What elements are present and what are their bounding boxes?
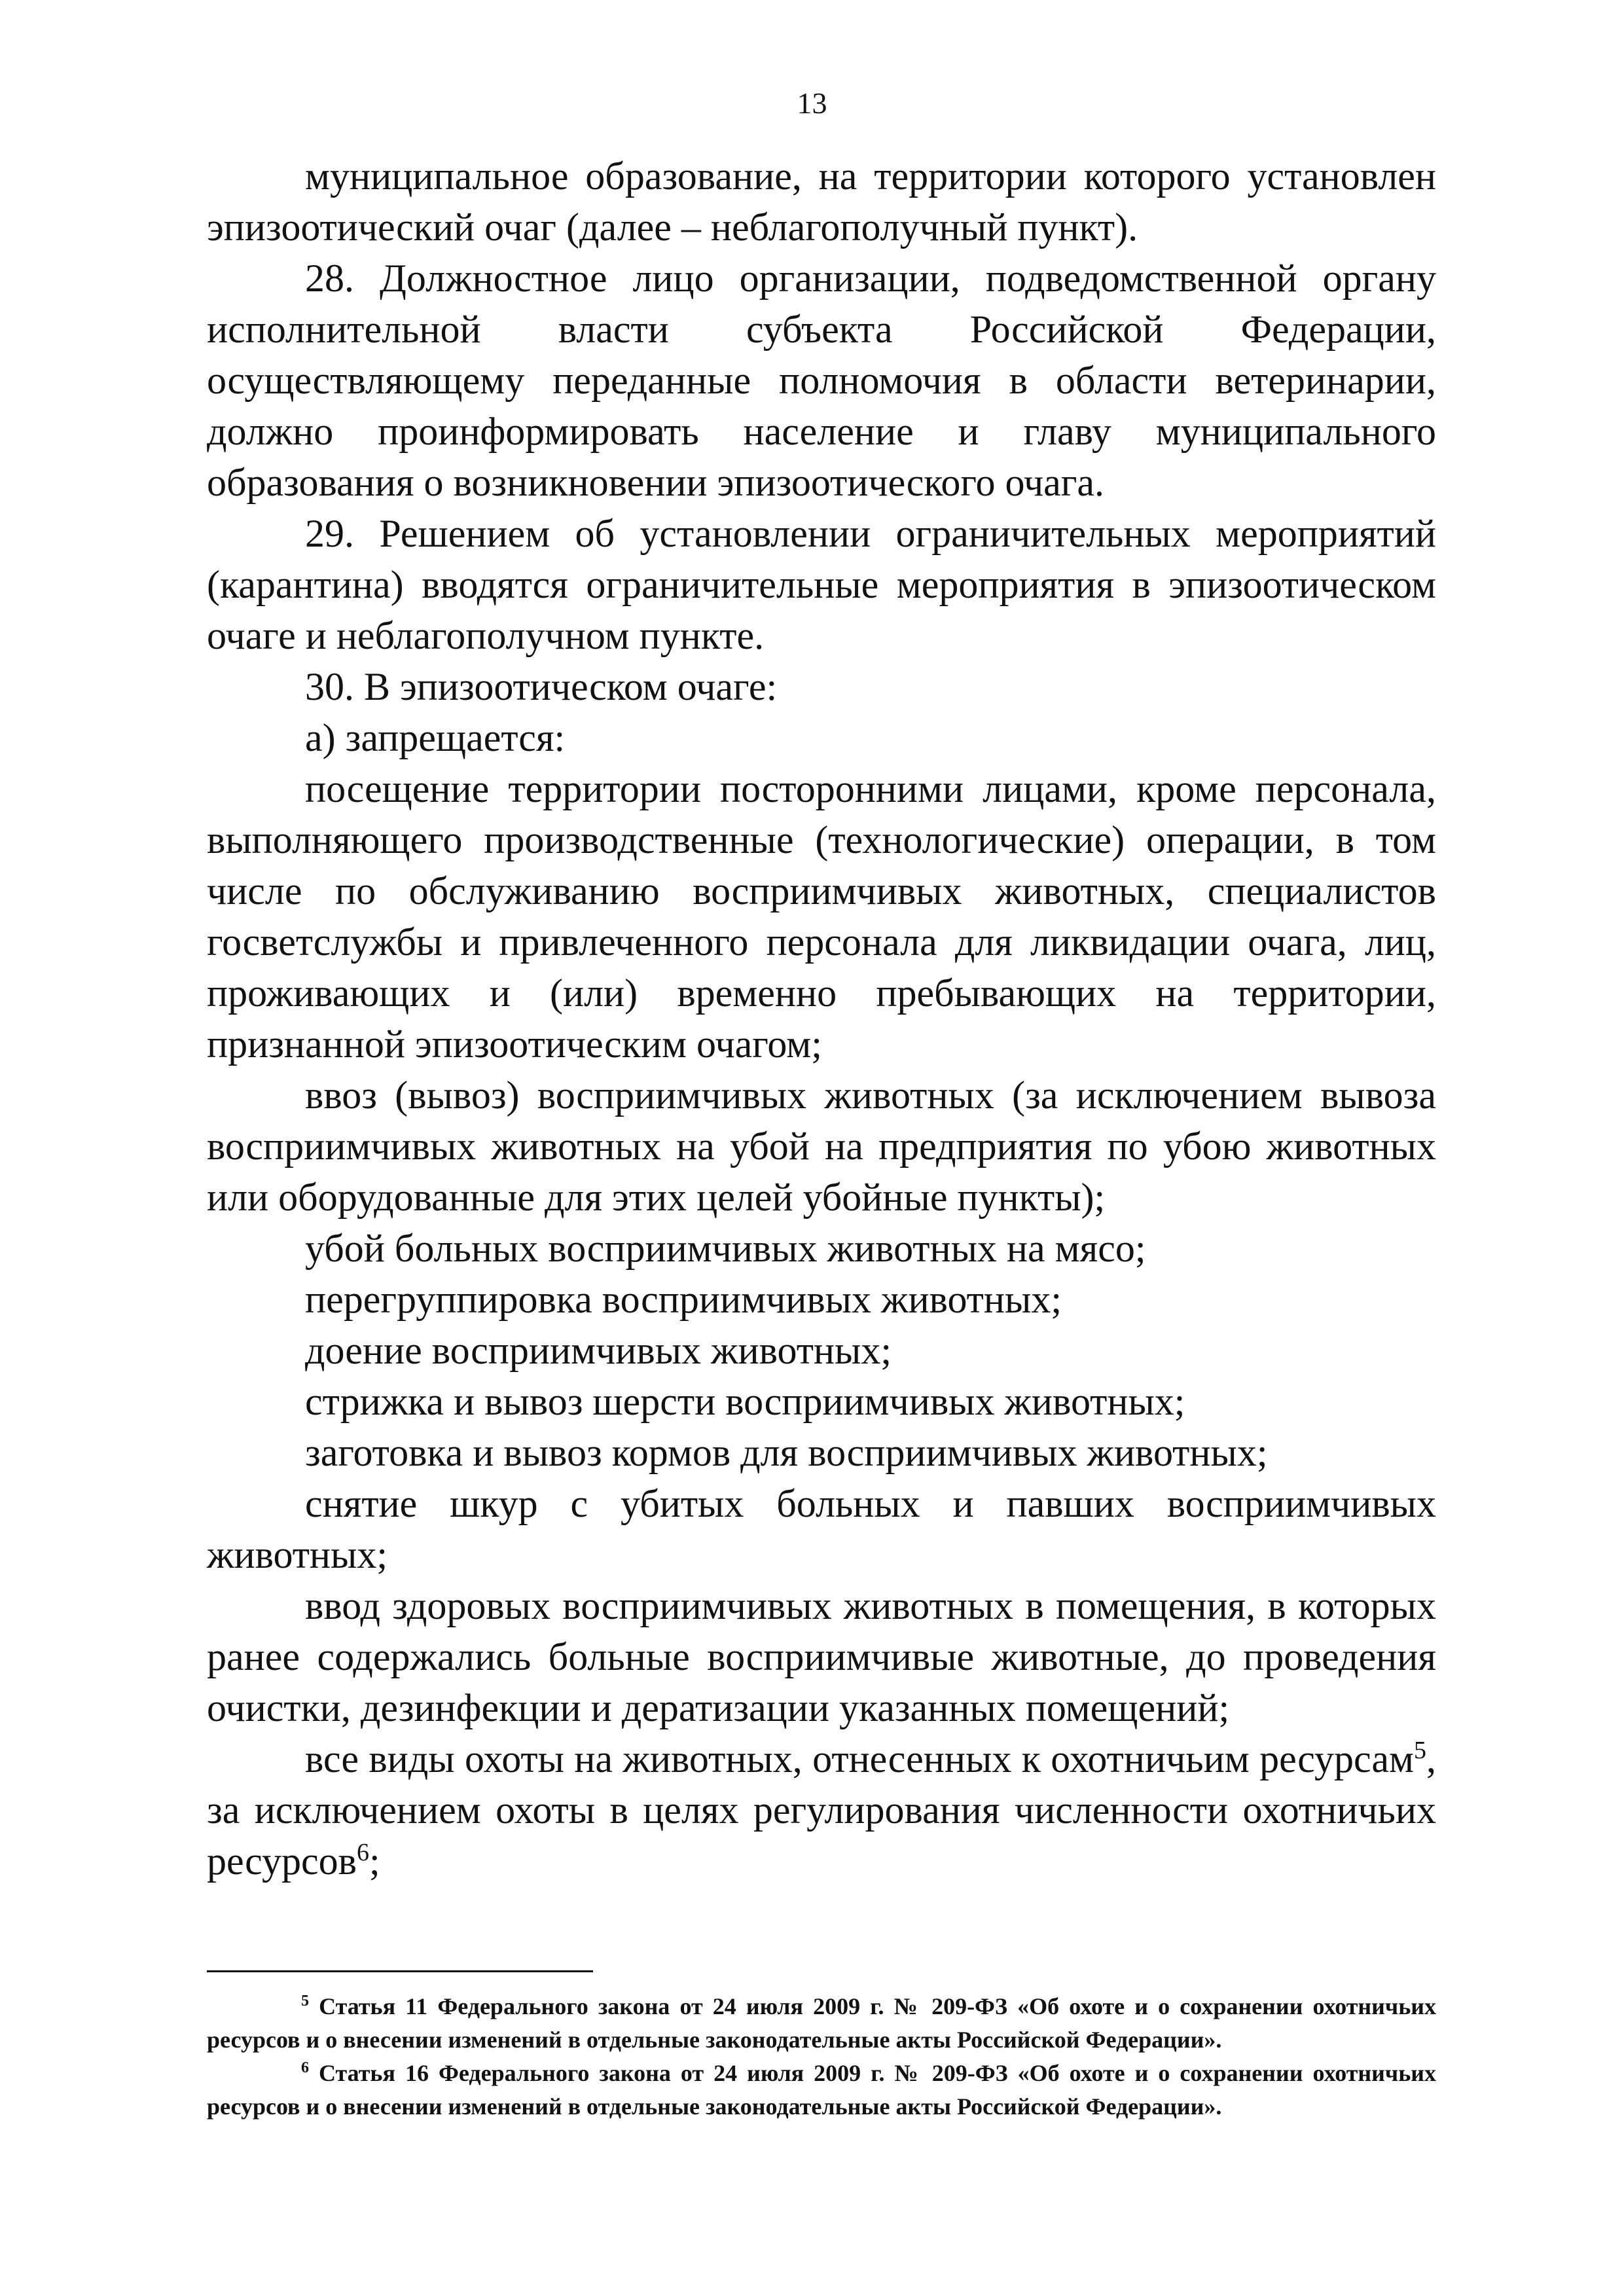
prohibition-skinning: снятие шкур с убитых больных и павших восприимчивых животных; <box>207 1482 1436 1576</box>
hunting-text-part3: ; <box>369 1839 380 1883</box>
paragraph-29: 29. Решением об установлении ограничительных мероприятий (карантина) вводятся ограничительные мероприятия в эпизоотическом очаге и неблагополучном пункте. <box>207 512 1436 657</box>
prohibition-hunting <box>207 1733 1436 1887</box>
subparagraph-a: а) запрещается: <box>305 716 566 759</box>
footnote-6 <box>207 2057 1436 2123</box>
prohibition-visits: посещение территории посторонними лицами, кроме персонала, выполняющего производственные (технологические) операции, в том числе по обслуживанию восприимчивых животных, специалистов госветслужбы и привлеченного персонала для ликвидации очага, лиц, проживающих и (или) временно пребывающих на территории, признанной эпизоотическим очагом; <box>207 767 1436 1066</box>
footnote-6-text: Статья 16 Федерального закона от 24 июля 2009 г. № 209-ФЗ «Об охоте и о сохранении охотничьих ресурсов и о внесении изменений в отдельные законодательные акты Российской Федерации». <box>207 2060 1436 2120</box>
footnote-5-text: Статья 11 Федерального закона от 24 июля 2009 г. № 209-ФЗ «Об охоте и о сохранении охотничьих ресурсов и о внесении изменений в отдельные законодательные акты Российской Федерации». <box>207 1993 1436 2053</box>
prohibition-milking: доение восприимчивых животных; <box>305 1329 892 1372</box>
prohibition-shearing: стрижка и вывоз шерсти восприимчивых животных; <box>305 1380 1185 1423</box>
prohibition-introduction: ввод здоровых восприимчивых животных в помещения, в которых ранее содержались больные восприимчивые животные, до проведения очистки, дезинфекции и дератизации указанных помещений; <box>207 1584 1436 1729</box>
prohibition-feed: заготовка и вывоз кормов для восприимчивых животных; <box>305 1431 1268 1474</box>
footnotes <box>207 1990 1436 2123</box>
prohibition-regrouping: перегруппировка восприимчивых животных; <box>305 1278 1062 1321</box>
paragraph-intro-continuation: муниципальное образование, на территории которого установлен эпизоотический очаг (далее – неблагополучный пункт). <box>207 154 1436 249</box>
hunting-text-part1: все виды охоты на животных, отнесенных к охотничьим ресурсам <box>305 1737 1414 1780</box>
document-body <box>207 151 1436 1887</box>
paragraph-30: 30. В эпизоотическом очаге: <box>305 665 778 708</box>
prohibition-import-export: ввоз (вывоз) восприимчивых животных (за исключением вывоза восприимчивых животных на убой на предприятия по убою животных или оборудованные для этих целей убойные пункты); <box>207 1074 1436 1219</box>
prohibition-slaughter: убой больных восприимчивых животных на мясо; <box>305 1227 1146 1270</box>
footnote-6-number: 6 <box>301 2059 309 2076</box>
footnote-5-number: 5 <box>301 1993 309 2010</box>
paragraph-28: 28. Должностное лицо организации, подведомственной органу исполнительной власти субъекта Российской Федерации, осуществляющему переданные полномочия в области ветеринарии, должно проинформировать население и главу муниципального образования о возникновении эпизоотического очага. <box>207 257 1436 504</box>
hunting-text-part2: , за исключением охоты в целях регулирования численности охотничьих ресурсов <box>207 1737 1436 1883</box>
footnote-ref-6[interactable]: 6 <box>356 1839 369 1866</box>
footnote-ref-5[interactable]: 5 <box>1414 1737 1426 1764</box>
footnote-separator <box>207 1970 593 1972</box>
footnote-5 <box>207 1990 1436 2057</box>
page-number: 13 <box>797 86 827 120</box>
